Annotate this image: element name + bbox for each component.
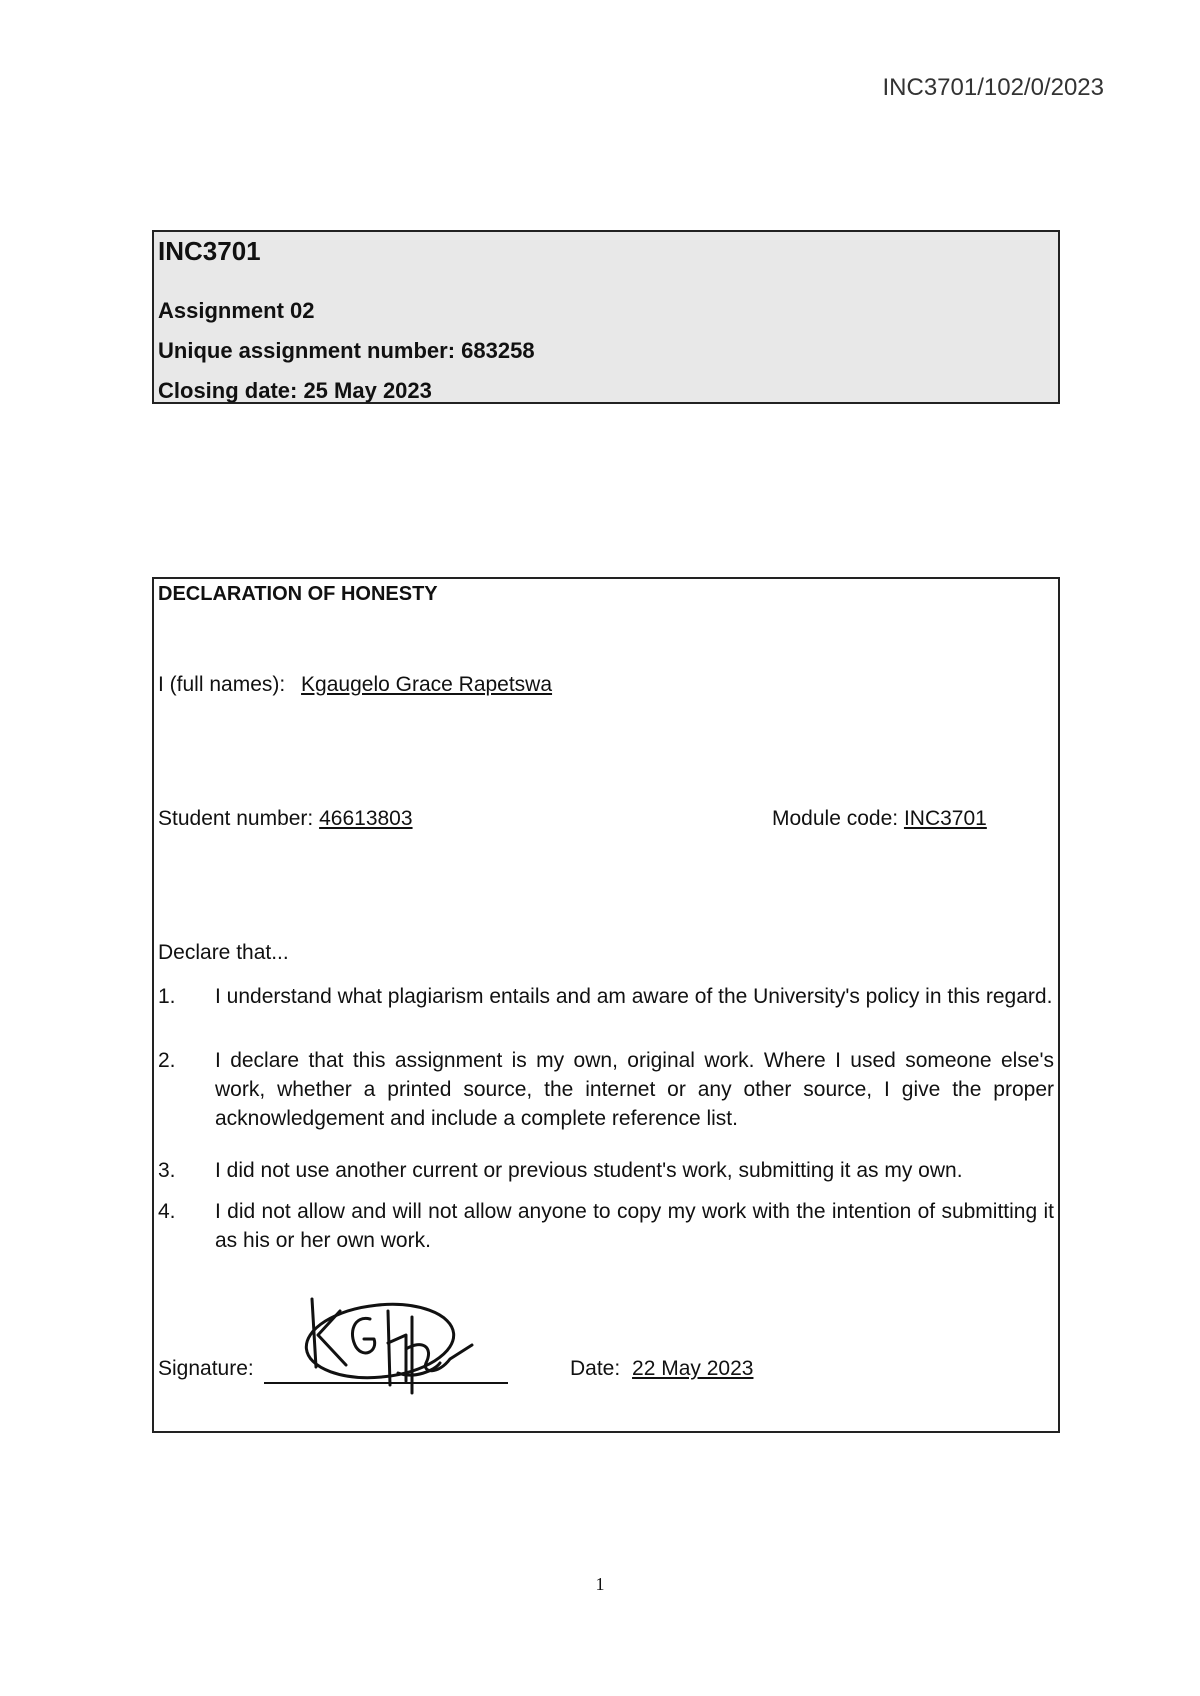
unique-assignment-number: Unique assignment number: 683258 — [158, 338, 535, 363]
handwritten-signature — [294, 1289, 474, 1409]
declaration-item — [158, 982, 1054, 1011]
module-code-heading: INC3701 — [158, 236, 261, 266]
assignment-info-box — [152, 230, 1060, 404]
signature-label: Signature: — [158, 1357, 254, 1380]
full-names-row — [158, 673, 552, 697]
item-number: 3. — [158, 1159, 176, 1182]
module-code-row — [772, 807, 987, 831]
item-text: I did not allow and will not allow anyone to copy my work with the intention of submitting it as his or her own work. — [215, 1200, 1054, 1252]
document-reference: INC3701/102/0/2023 — [882, 74, 1104, 101]
module-code-label: Module code: — [772, 807, 899, 830]
date-label: Date: — [570, 1357, 621, 1380]
student-number-row — [158, 807, 413, 831]
student-number-value: 46613803 — [319, 807, 413, 830]
declare-that: Declare that... — [158, 941, 289, 964]
item-number: 2. — [158, 1049, 176, 1072]
page-number: 1 — [595, 1574, 605, 1594]
declaration-item — [158, 1046, 1054, 1133]
declaration-box — [152, 577, 1060, 1433]
student-number-label: Student number: — [158, 807, 314, 830]
module-code-value: INC3701 — [903, 807, 987, 830]
declaration-item — [158, 1156, 1054, 1185]
date-row — [570, 1357, 753, 1381]
item-text: I understand what plagiarism entails and am aware of the University's policy in this regard. — [215, 985, 1053, 1008]
declaration-item — [158, 1197, 1054, 1255]
date-value: 22 May 2023 — [632, 1357, 754, 1380]
item-text: I did not use another current or previous student's work, submitting it as my own. — [215, 1159, 963, 1182]
closing-date: Closing date: 25 May 2023 — [158, 378, 432, 403]
item-text: I declare that this assignment is my own, original work. Where I used someone else's work, whether a printed source, the internet or any other source, I give the proper acknowledgement and include a complete reference list. — [215, 1049, 1054, 1130]
assignment-title: Assignment 02 — [158, 298, 315, 323]
declaration-title: DECLARATION OF HONESTY — [158, 583, 438, 605]
item-number: 4. — [158, 1200, 176, 1223]
full-names-value: Kgaugelo Grace Rapetswa — [301, 673, 553, 696]
full-names-label: I (full names): — [158, 673, 286, 696]
item-number: 1. — [158, 985, 176, 1008]
